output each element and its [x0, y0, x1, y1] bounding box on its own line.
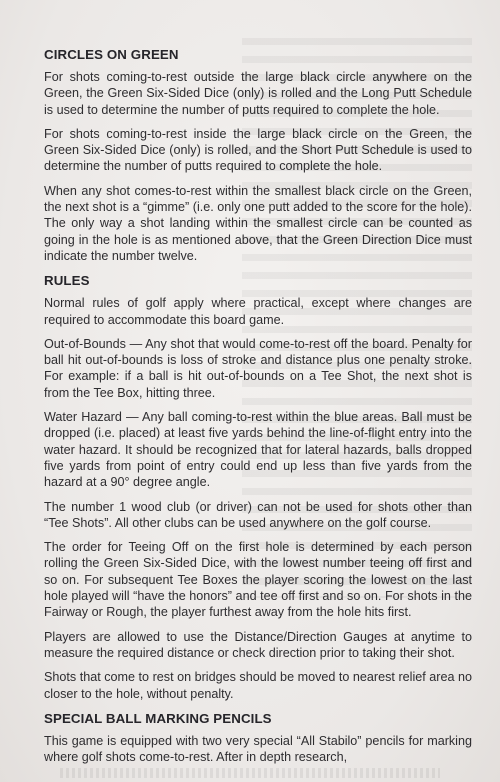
paragraph-bridges: Shots that come to rest on bridges should be moved to nearest relief area no closer to the hole, without penalty. — [44, 670, 472, 701]
paragraph-short-putt: For shots coming-to-rest inside the large black circle on the Green, the Green Six-Sided Dice (only) is rolled, and the Short Putt Schedule is used to determine the number of putts required to complete the hole. — [44, 126, 472, 174]
heading-rules: RULES — [44, 273, 90, 289]
paragraph-water-hazard: Water Hazard — Any ball coming-to-rest within the blue areas. Ball must be dropped (i.e. placed) at least five yards behind the line-of-flight entry into the water hazard. It should be recognized that for lateral hazards, balls dropped five yards from point of entry could end up less than five yards from the hazard at a 90° degree angle. — [44, 410, 472, 490]
paragraph-teeing-order: The order for Teeing Off on the first hole is determined by each person rolling the Green Six-Sided Dice, with the lowest number teeing off first and so on. For subsequent Tee Boxes the player scoring the lowest on the last hole played will “have the honors” and tee off first and so on. For shots in the Fairway or Rough, the player furthest away from the hole hits first. — [44, 540, 472, 620]
paragraph-normal-rules: Normal rules of golf apply where practical, except where changes are required to accommodate this board game. — [44, 296, 472, 327]
paragraph-pencils: This game is equipped with two very special “All Stabilo” pencils for marking where golf shots come-to-rest. After in depth research, — [44, 733, 472, 765]
heading-circles-on-green: CIRCLES ON GREEN — [44, 47, 179, 62]
rules-text-column — [44, 46, 472, 773]
faint-footer-bleed — [60, 768, 440, 778]
paragraph-long-putt: For shots coming-to-rest outside the large black circle anywhere on the Green, the Green Six-Sided Dice (only) is rolled and the Long Putt Schedule is used to determine the number of putts required to complete the hole. — [44, 70, 472, 117]
paragraph-out-of-bounds: Out-of-Bounds — Any shot that would come-to-rest off the board. Penalty for ball hit out-of-bounds is loss of stroke and distance plus one penalty stroke. For example: if a ball is hit out-of-bounds on a Tee Shot, the next shot is from the Tee Box, hitting three. — [44, 336, 472, 400]
heading-marking-pencils: SPECIAL BALL MARKING PENCILS — [44, 710, 272, 726]
paragraph-gauges: Players are allowed to use the Distance/Direction Gauges at anytime to measure the required distance or check direction prior to taking their shot. — [44, 629, 472, 660]
paragraph-driver-rule: The number 1 wood club (or driver) can not be used for shots other than “Tee Shots”. All other clubs can be used anywhere on the golf course. — [44, 499, 472, 530]
paragraph-gimme: When any shot comes-to-rest within the smallest black circle on the Green, the next shot is a “gimme” (i.e. only one putt added to the score for the hole). The only way a shot landing within the smallest circle can be counted as going in the hole is as mentioned above, that the Green Direction Dice must indicate the number twelve. — [44, 183, 472, 263]
